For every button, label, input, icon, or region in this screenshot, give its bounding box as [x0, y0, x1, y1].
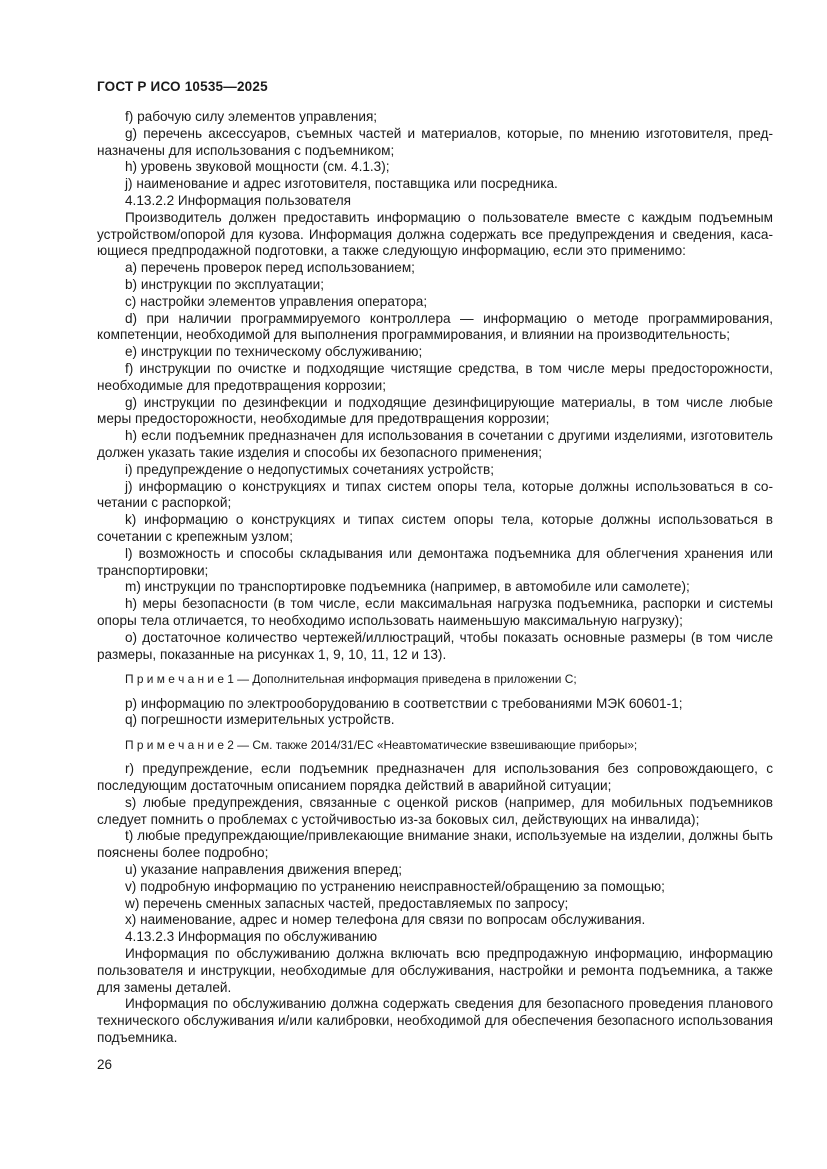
paragraph: u) указание направления движения вперед;: [125, 862, 403, 878]
paragraph: m) инструкции по транспортировке подъемника (например, в автомобиле или самолете);: [125, 579, 690, 595]
paragraph: a) перечень проверок перед использованием;: [125, 260, 415, 276]
paragraph: Информация по обслуживанию должна содержать сведения для безопасного проведения планового технического обслуживания и/или калибровки, необходимой для обеспечения безопасного использования подъемника.: [97, 996, 773, 1046]
paragraph: c) настройки элементов управления оператора;: [125, 293, 428, 309]
note-paragraph: П р и м е ч а н и е 2 — См. также 2014/31/ЕС «Неавтоматические взвешивающие приборы»;: [125, 738, 638, 753]
paragraph: q) погрешности измерительных устройств.: [125, 712, 395, 728]
document-content: [97, 109, 773, 1047]
note-paragraph: П р и м е ч а н и е 1 — Дополнительная информация приведена в приложении С;: [125, 672, 577, 687]
paragraph: f) инструкции по очистке и подходящие чистящие средства, в том числе меры предосторожности, необходимые для предотвращения коррозии;: [97, 360, 773, 393]
paragraph: k) информацию о конструкциях и типах систем опоры тела, которые должны использоваться в сочетании с крепежным узлом;: [97, 512, 773, 544]
paragraph: Информация по обслуживанию должна включать всю предпродажную информацию, информацию пользователя и инструкции, необходимые для обслуживания, настройки и ремонта подъемника, а также для замены деталей.: [97, 946, 773, 995]
paragraph: e) инструкции по техническому обслуживанию;: [125, 344, 423, 360]
paragraph: s) любые предупреждения, связанные с оценкой рисков (например, для мобильных подъемников следует помнить о проблемах с устойчивостью из-за боковых сил, действующих на инвалида);: [97, 794, 773, 827]
paragraph: h) меры безопасности (в том числе, если максимальная нагрузка подъемника, распорки и системы опоры тела отличается, то необходимо использовать наименьшую максимальную нагрузку);: [97, 596, 773, 628]
paragraph: d) при наличии программируемого контроллера — информацию о методе программирования, компетенции, необходимой для выполнения программирования, и влиянии на производительность;: [97, 310, 773, 343]
paragraph: p) информацию по электрооборудованию в соответствии с требованиями МЭК 60601-1;: [125, 695, 683, 711]
paragraph: f) рабочую силу элементов управления;: [125, 109, 378, 124]
document-header: ГОСТ Р ИСО 10535—2025: [97, 79, 268, 94]
paragraph: j) информацию о конструкциях и типах систем опоры тела, которые должны использоваться в сочетании с распоркой;: [97, 478, 773, 511]
paragraph: o) достаточное количество чертежей/иллюстраций, чтобы показать основные размеры (в том числе размеры, показанные на рисунках 1, 9, 10, 11, 12 и 13).: [97, 629, 773, 662]
paragraph: j) наименование и адрес изготовителя, поставщика или посредника.: [125, 176, 558, 192]
paragraph: g) перечень аксессуаров, съемных частей и материалов, которые, по мнению изготовителя, предназначены для использования с подъемником;: [97, 125, 773, 158]
page-number: 26: [97, 1057, 113, 1072]
paragraph: v) подробную информацию по устранению неисправностей/обращению за помощью;: [125, 878, 665, 894]
paragraph: g) инструкции по дезинфекции и подходящие дезинфицирующие материалы, в том числе любые меры предосторожности, необходимые для предотвращения коррозии;: [97, 394, 773, 427]
paragraph: r) предупреждение, если подъемник предназначен для использования без сопровождающего, с последующим достаточным описанием порядка действий в аварийной ситуации;: [97, 761, 773, 794]
paragraph: Производитель должен предоставить информацию о пользователе вместе с каждым подъемным устройством/опорой для кузова. Информация должна содержать все предупреждения и сведения, касающиеся предпродажной подготовки, а также следующую информацию, если это применимо:: [97, 209, 773, 259]
paragraph: h) если подъемник предназначен для использования в сочетании с другими изделиями, изготовитель должен указать такие изделия и способы их безопасного применения;: [97, 428, 773, 460]
paragraph: w) перечень сменных запасных частей, предоставляемых по запросу;: [125, 895, 569, 911]
paragraph: h) уровень звуковой мощности (см. 4.1.3);: [125, 159, 390, 175]
paragraph: b) инструкции по эксплуатации;: [125, 276, 325, 292]
paragraph: l) возможность и способы складывания или демонтажа подъемника для облегчения хранения или транспортировки;: [97, 545, 773, 578]
paragraph: i) предупреждение о недопустимых сочетаниях устройств;: [125, 461, 494, 477]
paragraph: 4.13.2.3 Информация по обслуживанию: [125, 929, 378, 945]
paragraph: t) любые предупреждающие/привлекающие внимание знаки, используемые на изделии, должны быть пояснены более подробно;: [97, 828, 773, 861]
paragraph: x) наименование, адрес и номер телефона для связи по вопросам обслуживания.: [125, 912, 646, 928]
paragraph: 4.13.2.2 Информация пользователя: [125, 192, 351, 208]
